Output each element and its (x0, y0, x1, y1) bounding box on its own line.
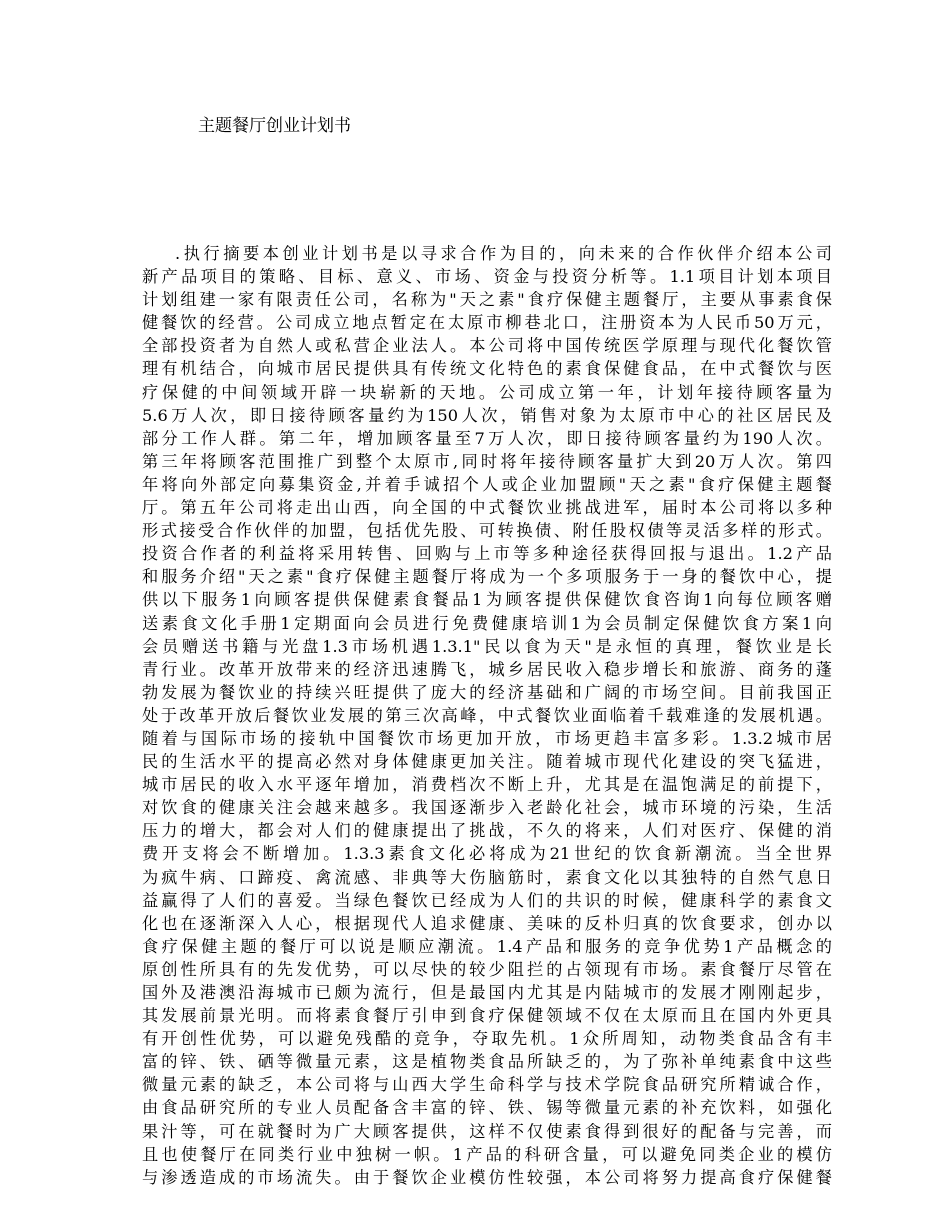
paragraph-line: 形式接受合作伙伴的加盟，包括优先股、可转换债、附任股权债等灵活多样的形式。 (142, 521, 832, 541)
paragraph-line: 新产品项目的策略、目标、意义、市场、资金与投资分析等。1.1项目计划本项目 (142, 267, 832, 287)
paragraph-line: 处于改革开放后餐饮业发展的第三次高峰，中式餐饮业面临着千载难逢的发展机遇。 (142, 705, 832, 725)
paragraph-line: 原创性所具有的先发优势，可以尽快的较少阻拦的占领现有市场。素食餐厅尽管在 (142, 959, 832, 979)
paragraph-line: 计划组建一家有限责任公司，名称为"天之素"食疗保健主题餐厅，主要从事素食保 (142, 290, 832, 310)
paragraph-line: 为疯牛病、口蹄疫、禽流感、非典等大伤脑筋时，素食文化以其独特的自然气息日 (142, 867, 832, 887)
document-body (142, 242, 832, 1189)
paragraph-line: 费开支将会不断增加。1.3.3素食文化必将成为21世纪的饮食新潮流。当全世界 (142, 844, 832, 864)
paragraph-line: 理有机结合，向城市居民提供具有传统文化特色的素食保健食品，在中式餐饮与医 (142, 359, 832, 379)
paragraph-line: 送素食文化手册1定期面向会员进行免费健康培训1为会员制定保健饮食方案1向 (142, 613, 832, 633)
paragraph-line: 富的锌、铁、硒等微量元素，这是植物类食品所缺乏的，为了弥补单纯素食中这些 (142, 1052, 832, 1072)
paragraph-line: 国外及港澳沿海城市已颇为流行，但是最国内尤其是内陆城市的发展才刚刚起步， (142, 983, 832, 1002)
paragraph-line: 健餐饮的经营。公司成立地点暂定在太原市柳巷北口，注册资本为人民币50万元， (142, 313, 832, 333)
paragraph-line: 勃发展为餐饮业的持续兴旺提供了庞大的经济基础和广阔的市场空间。目前我国正 (142, 682, 832, 702)
paragraph-line: .执行摘要本创业计划书是以寻求合作为目的，向未来的合作伙伴介绍本公司 (175, 244, 832, 263)
document-title: 主题餐厅创业计划书 (198, 116, 351, 136)
paragraph-line: 民的生活水平的提高必然对身体健康更加关注。随着城市现代化建设的突飞猛进， (142, 752, 832, 772)
paragraph-line: 食疗保健主题的餐厅可以说是顺应潮流。1.4产品和服务的竞争优势1产品概念的 (142, 936, 832, 956)
paragraph-line: 全部投资者为自然人或私营企业法人。本公司将中国传统医学原理与现代化餐饮管 (142, 336, 832, 356)
paragraph-line: 与渗透造成的市场流失。由于餐饮企业模仿性较强，本公司将努力提高食疗保健餐 (142, 1167, 832, 1187)
paragraph-line: 城市居民的收入水平逐年增加，消费档次不断上升，尤其是在温饱满足的前提下， (142, 775, 832, 795)
paragraph-line: 青行业。改革开放带来的经济迅速腾飞，城乡居民收入稳步增长和旅游、商务的蓬 (142, 659, 832, 679)
paragraph-line: 由食品研究所的专业人员配备含丰富的锌、铁、锡等微量元素的补充饮料，如强化 (142, 1098, 832, 1118)
paragraph-line: 微量元素的缺乏，本公司将与山西大学生命科学与技术学院食品研究所精诚合作， (142, 1075, 832, 1095)
paragraph-line: 随着与国际市场的接轨中国餐饮市场更加开放，市场更趋丰富多彩。1.3.2城市居 (142, 728, 832, 748)
paragraph-line: 化也在逐渐深入人心，根据现代人追求健康、美味的反朴归真的饮食要求，创办以 (142, 913, 832, 933)
paragraph-line: 年将向外部定向募集资金,并着手诚招个人或企业加盟顾"天之素"食疗保健主题餐 (142, 474, 832, 494)
paragraph-line: 投资合作者的利益将采用转售、回购与上市等多种途径获得回报与退出。1.2产品 (142, 544, 832, 564)
paragraph-line: 部分工作人群。第二年，增加顾客量至7万人次，即日接待顾客量约为190人次。 (142, 428, 832, 448)
paragraph-line: 对饮食的健康关注会越来越多。我国逐渐步入老龄化社会，城市环境的污染，生活 (142, 798, 832, 818)
paragraph-line: 疗保健的中间领域开辟一块崭新的天地。公司成立第一年，计划年接待顾客量为 (142, 382, 832, 402)
paragraph-line: 和服务介绍"天之素"食疗保健主题餐厅将成为一个多项服务于一身的餐饮中心，提 (142, 567, 832, 587)
paragraph-line: 5.6万人次，即日接待顾客量约为150人次，销售对象为太原市中心的社区居民及 (142, 405, 832, 425)
paragraph-line: 厅。第五年公司将走出山西，向全国的中式餐饮业挑战进军，届时本公司将以多种 (142, 498, 832, 518)
paragraph-line: 其发展前景光明。而将素食餐厅引申到食疗保健领域不仅在太原而且在国内外更具 (142, 1006, 832, 1026)
paragraph-line: 且也使餐厅在同类行业中独树一帜。1产品的科研含量，可以避免同类企业的模仿 (142, 1144, 832, 1164)
paragraph-line: 有开创性优势，可以避免残酷的竞争，夺取先机。1众所周知，动物类食品含有丰 (142, 1029, 832, 1049)
paragraph-line: 压力的增大，都会对人们的健康提出了挑战，不久的将来，人们对医疗、保健的消 (142, 821, 832, 841)
paragraph-line: 果汁等，可在就餐时为广大顾客提供，这样不仅使素食得到很好的配备与完善，而 (142, 1121, 832, 1141)
paragraph-line: 供以下服务1向顾客提供保健素食餐品1为顾客提供保健饮食咨询1向每位顾客赠 (142, 590, 832, 610)
paragraph-line: 会员赠送书籍与光盘1.3市场机遇1.3.1"民以食为天"是永恒的真理，餐饮业是长 (142, 636, 832, 656)
paragraph-line: 益赢得了人们的喜爱。当绿色餐饮已经成为人们的共识的时候，健康科学的素食文 (142, 890, 832, 910)
paragraph-line: 第三年将顾客范围推广到整个太原市,同时将年接待顾客量扩大到20万人次。第四 (142, 451, 832, 471)
